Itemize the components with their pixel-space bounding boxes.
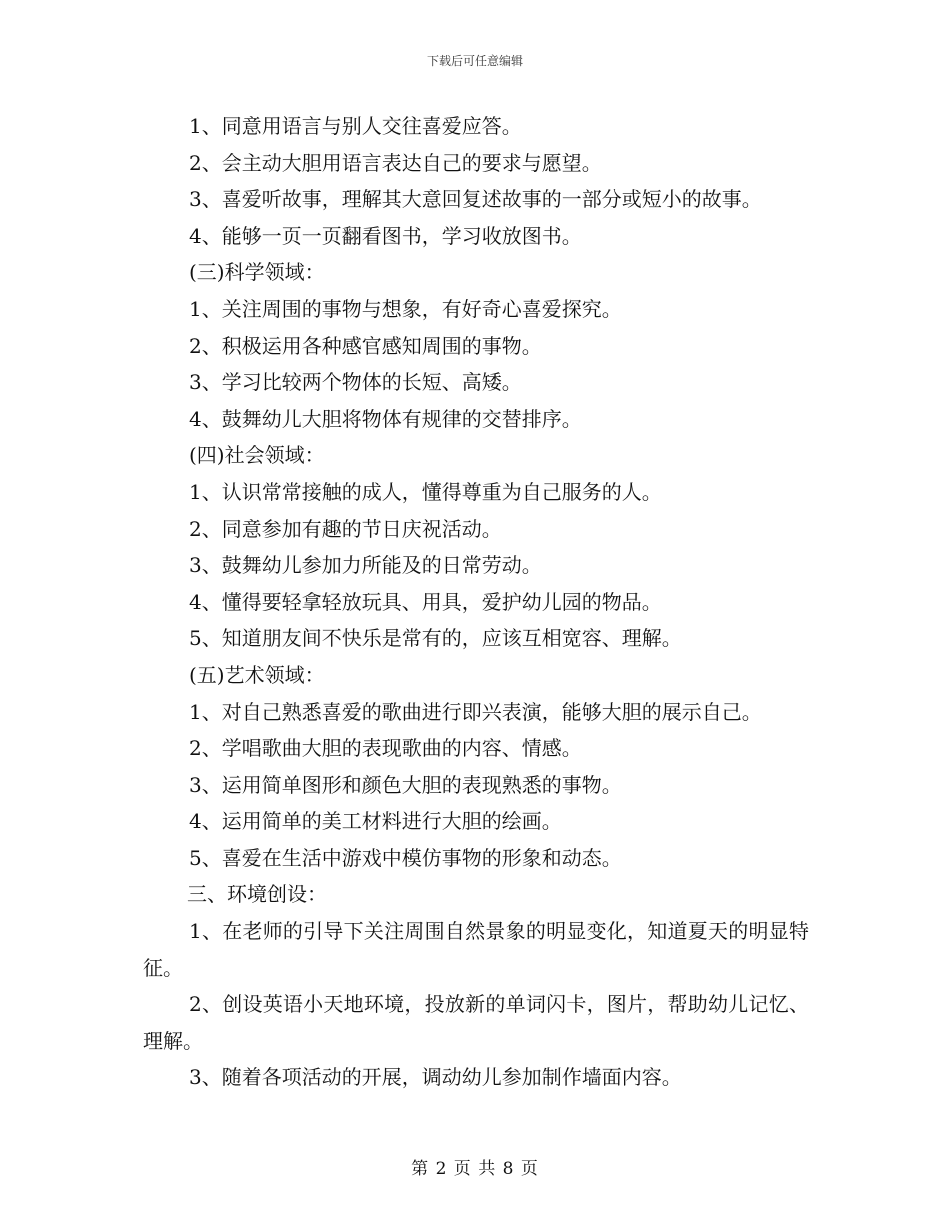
list-item: 3、喜爱听故事，理解其大意回复述故事的一部分或短小的故事。 <box>189 187 762 212</box>
list-item: 4、运用简单的美工材料进行大胆的绘画。 <box>189 809 562 834</box>
list-item: 3、学习比较两个物体的长短、高矮。 <box>189 370 522 395</box>
section-heading-environment: 三、环境创设： <box>187 882 327 907</box>
paragraph: 2、创设英语小天地环境，投放新的单词闪卡，图片，帮助幼儿记忆、理解。 <box>143 992 809 1053</box>
list-item: 4、能够一页一页翻看图书，学习收放图书。 <box>189 223 582 248</box>
document-body <box>143 108 809 1096</box>
page-header: 下载后可任意编辑 <box>426 54 523 68</box>
section-heading-science: (三)科学领域： <box>189 260 325 285</box>
list-item: 1、关注周围的事物与想象，有好奇心喜爱探究。 <box>189 296 622 321</box>
list-item: 5、喜爱在生活中游戏中模仿事物的形象和动态。 <box>189 845 622 870</box>
paragraph: 1、在老师的引导下关注周围自然景象的明显变化，知道夏天的明显特征。 <box>143 919 809 980</box>
list-item: 2、同意参加有趣的节日庆祝活动。 <box>189 516 502 541</box>
list-item: 2、会主动大胆用语言表达自己的要求与愿望。 <box>189 150 602 175</box>
section-heading-art: (五)艺术领域： <box>189 662 325 687</box>
list-item: 2、积极运用各种感官感知周围的事物。 <box>189 333 542 358</box>
page-number: 第 2 页 共 8 页 <box>411 1159 539 1179</box>
list-item: 1、对自己熟悉喜爱的歌曲进行即兴表演，能够大胆的展示自己。 <box>189 699 762 724</box>
list-item: 2、学唱歌曲大胆的表现歌曲的内容、情感。 <box>189 736 582 761</box>
list-item: 3、鼓舞幼儿参加力所能及的日常劳动。 <box>189 553 542 578</box>
list-item: 4、鼓舞幼儿大胆将物体有规律的交替排序。 <box>189 406 582 431</box>
list-item: 4、懂得要轻拿轻放玩具、用具，爱护幼儿园的物品。 <box>189 589 662 614</box>
list-item: 1、同意用语言与别人交往喜爱应答。 <box>189 114 522 138</box>
paragraph: 3、随着各项活动的开展，调动幼儿参加制作墙面内容。 <box>189 1065 682 1090</box>
list-item: 1、认识常常接触的成人，懂得尊重为自己服务的人。 <box>189 479 662 504</box>
list-item: 3、运用简单图形和颜色大胆的表现熟悉的事物。 <box>189 772 622 797</box>
section-heading-social: (四)社会领域： <box>189 443 325 468</box>
list-item: 5、知道朋友间不快乐是常有的，应该互相宽容、理解。 <box>189 626 682 651</box>
